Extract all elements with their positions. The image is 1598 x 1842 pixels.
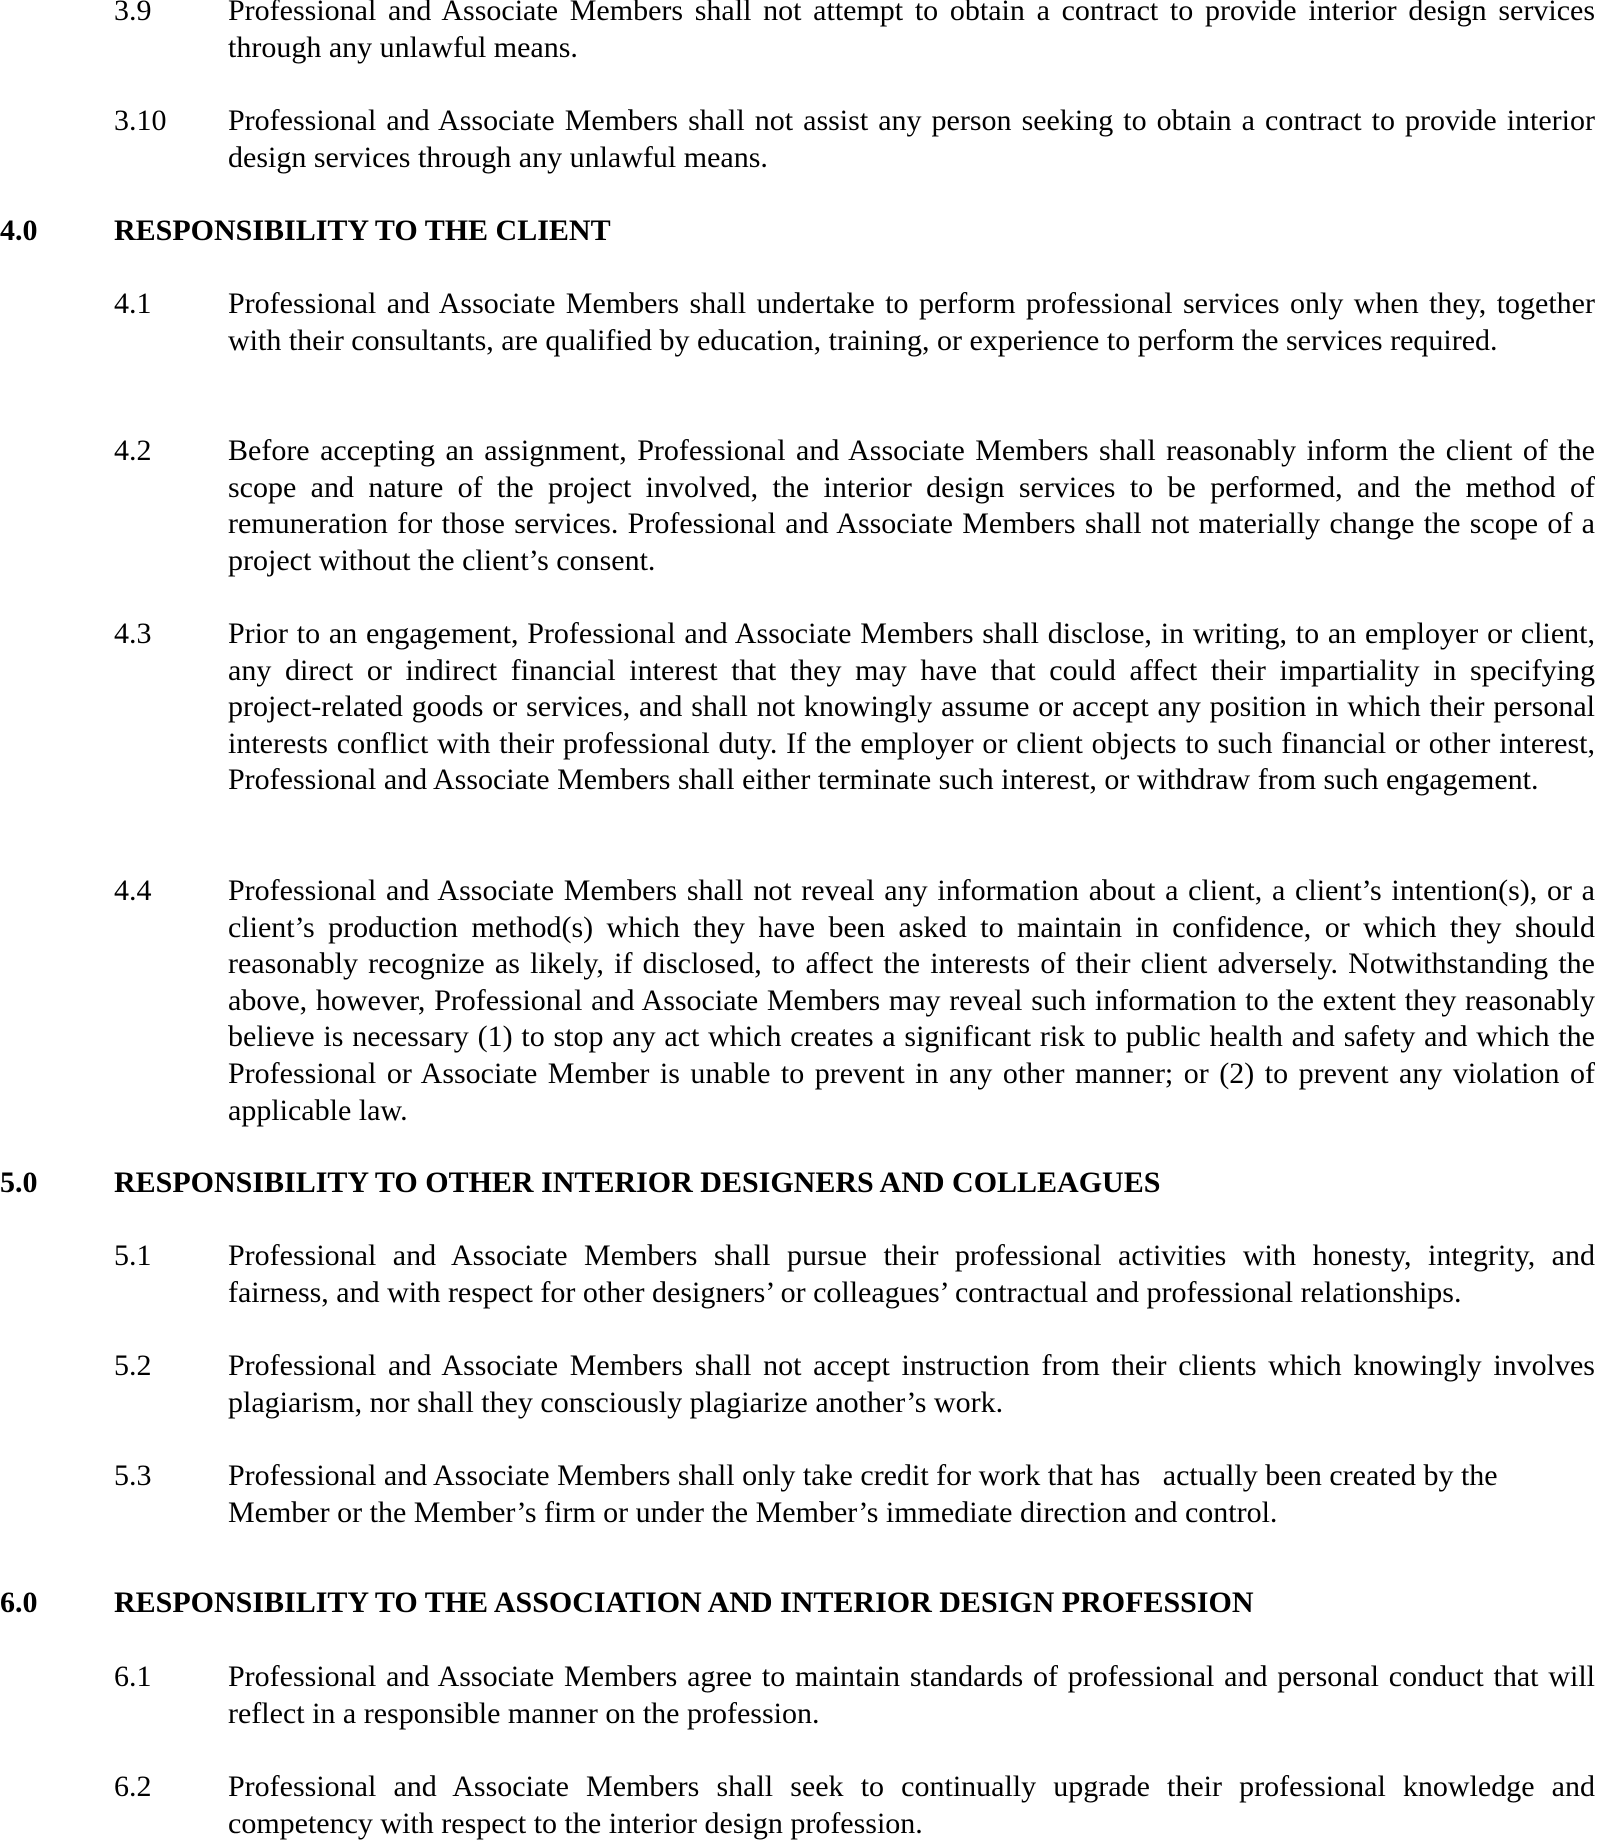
section-title: RESPONSIBILITY TO THE ASSOCIATION AND INTERIOR DESIGN PROFESSION — [114, 1586, 1254, 1619]
clause-number: 4.2 — [114, 434, 152, 467]
clause-number: 5.2 — [114, 1349, 152, 1382]
section-title: RESPONSIBILITY TO THE CLIENT — [114, 214, 611, 247]
section-number: 6.0 — [0, 1586, 38, 1619]
clause-number: 5.1 — [114, 1239, 152, 1272]
clause-text: Professional and Associate Members shall not assist any person seeking to obtain a contract to provide interior design services through any unlawful means. — [228, 104, 1595, 174]
section-number: 5.0 — [0, 1166, 38, 1199]
clause-text: Professional and Associate Members shall pursue their professional activities with honesty, integrity, and fairness, and with respect for other designers’ or colleagues’ contractual and professional relationships. — [228, 1239, 1595, 1309]
clause-text: Professional and Associate Members shall not attempt to obtain a contract to provide interior design services through any unlawful means. — [228, 0, 1595, 64]
clause-number: 6.1 — [114, 1660, 152, 1693]
clause-number: 5.3 — [114, 1459, 152, 1492]
section-title: RESPONSIBILITY TO OTHER INTERIOR DESIGNERS AND COLLEAGUES — [114, 1166, 1161, 1199]
section-number: 4.0 — [0, 214, 38, 247]
clause-number: 4.4 — [114, 874, 152, 907]
clause-text: Professional and Associate Members shall undertake to perform professional services only when they, together with their consultants, are qualified by education, training, or experience to perform the services required. — [228, 287, 1595, 357]
clause-number: 3.9 — [114, 0, 152, 27]
clause-text: Professional and Associate Members shall not accept instruction from their clients which knowingly involves plagiarism, nor shall they consciously plagiarize another’s work. — [228, 1349, 1595, 1419]
clause-number: 4.3 — [114, 617, 152, 650]
clause-number: 3.10 — [114, 104, 167, 137]
clause-number: 6.2 — [114, 1770, 152, 1803]
clause-text: Professional and Associate Members shall only take credit for work that has actually been created by the Member or the Member’s firm or under the Member’s immediate direction and control. — [228, 1459, 1506, 1529]
clause-text: Professional and Associate Members shall seek to continually upgrade their professional knowledge and competency with respect to the interior design profession. — [228, 1770, 1595, 1840]
clause-text: Before accepting an assignment, Professional and Associate Members shall reasonably inform the client of the scope and nature of the project involved, the interior design services to be performed, and the method of remuneration for those services. Professional and Associate Members shall not materially change the scope of a project without the client’s consent. — [228, 434, 1595, 577]
clause-text: Prior to an engagement, Professional and Associate Members shall disclose, in writing, to an employer or client, any direct or indirect financial interest that they may have that could affect their impartiality in specifying project-related goods or services, and shall not knowingly assume or accept any position in which their personal interests conflict with their professional duty. If the employer or client objects to such financial or other interest, Professional and Associate Members shall either terminate such interest, or withdraw from such engagement. — [228, 617, 1595, 797]
clause-number: 4.1 — [114, 287, 152, 320]
clause-text: Professional and Associate Members agree to maintain standards of professional and personal conduct that will reflect in a responsible manner on the profession. — [228, 1660, 1595, 1730]
clause-text: Professional and Associate Members shall not reveal any information about a client, a client’s intention(s), or a client’s production method(s) which they have been asked to maintain in confidence, or which they should reasonably recognize as likely, if disclosed, to affect the interests of their client adversely. Notwithstanding the above, however, Professional and Associate Members may reveal such information to the extent they reasonably believe is necessary (1) to stop any act which creates a significant risk to public health and safety and which the Professional or Associate Member is unable to prevent in any other manner; or (2) to prevent any violation of applicable law. — [228, 874, 1595, 1127]
